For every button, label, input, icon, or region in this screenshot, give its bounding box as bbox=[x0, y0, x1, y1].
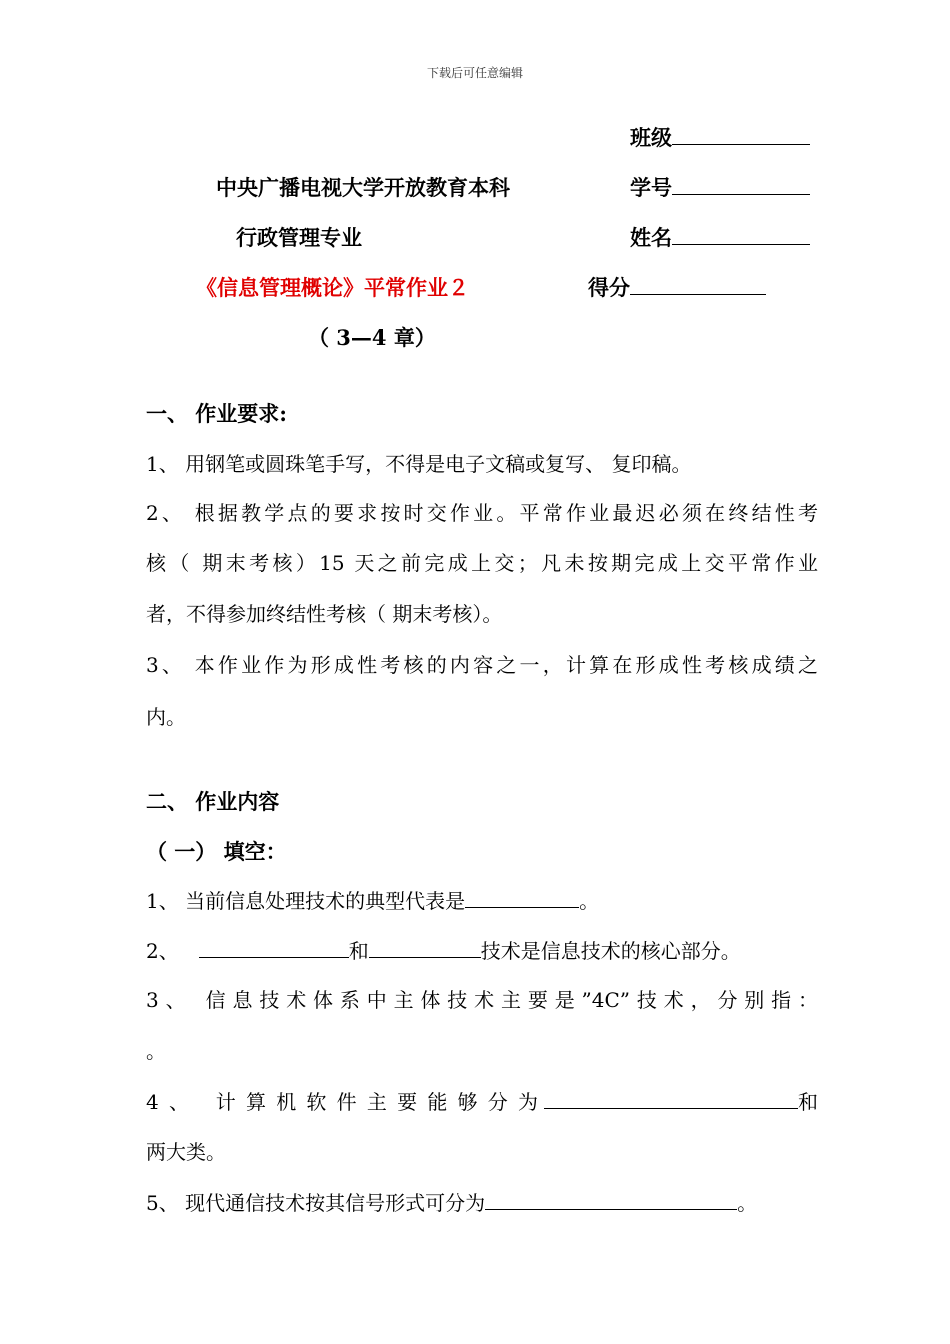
question-2-blank-1[interactable] bbox=[199, 937, 349, 958]
question-2-number: 2、 bbox=[146, 939, 179, 963]
requirement-item-3-line-1: 3、 本作业作为形成性考核的内容之一，计算在形成性考核成绩之 bbox=[146, 653, 818, 677]
question-4-line-1 bbox=[146, 1088, 818, 1115]
class-blank[interactable] bbox=[672, 124, 810, 145]
major-title: 行政管理专业 bbox=[236, 225, 362, 250]
question-2-mid: 和 bbox=[348, 939, 369, 963]
name-field bbox=[630, 222, 810, 252]
question-2 bbox=[146, 937, 741, 964]
requirement-item-2-line-1: 2、 根据教学点的要求按时交作业。平常作业最迟必须在终结性考 bbox=[146, 501, 818, 525]
question-4-blank[interactable] bbox=[544, 1088, 798, 1109]
student-id-blank[interactable] bbox=[672, 174, 810, 195]
section2-heading: 二、 作业内容 bbox=[146, 789, 280, 814]
requirement-item-3-line-2: 内。 bbox=[146, 705, 186, 729]
fill-in-subheading: （ 一） 填空： bbox=[146, 839, 287, 864]
assignment-title: 《信息管理概论》平常作业２ bbox=[196, 275, 469, 300]
question-1-blank[interactable] bbox=[465, 887, 579, 908]
question-4-mid: 和 bbox=[798, 1090, 818, 1114]
question-5 bbox=[146, 1189, 757, 1216]
score-blank[interactable] bbox=[630, 274, 766, 295]
student-id-label: 学号 bbox=[630, 175, 672, 200]
question-2-end: 技术是信息技术的核心部分。 bbox=[480, 939, 741, 963]
university-title: 中央广播电视大学开放教育本科 bbox=[216, 175, 510, 200]
requirement-item-1: 1、 用钢笔或圆珠笔手写，不得是电子文稿或复写、 复印稿。 bbox=[146, 452, 692, 476]
chapters-subtitle: （ 3—4 章） bbox=[308, 325, 436, 350]
question-5-end: 。 bbox=[737, 1191, 758, 1215]
question-2-blank-2[interactable] bbox=[369, 937, 481, 958]
question-4-text: 4、 计算机软件主要能够分为 bbox=[146, 1090, 538, 1114]
question-5-text: 5、 现代通信技术按其信号形式可分为 bbox=[146, 1191, 486, 1215]
requirement-item-2-line-3: 者，不得参加终结性考核（ 期末考核）。 bbox=[146, 602, 503, 626]
class-label: 班级 bbox=[630, 125, 672, 150]
class-field bbox=[630, 122, 810, 152]
question-4-line-2: 两大类。 bbox=[146, 1140, 226, 1164]
question-3-line-1: 3、 信息技术体系中主体技术主要是”4C”技术，分别指： bbox=[146, 988, 818, 1012]
question-1-text: 1、 当前信息处理技术的典型代表是 bbox=[146, 889, 466, 913]
name-label: 姓名 bbox=[630, 225, 672, 250]
score-label: 得分 bbox=[588, 275, 630, 300]
watermark-text: 下载后可任意编辑 bbox=[426, 66, 523, 80]
question-5-blank[interactable] bbox=[485, 1189, 737, 1210]
question-3-line-2: 。 bbox=[146, 1039, 166, 1063]
question-1 bbox=[146, 887, 599, 914]
student-id-field bbox=[630, 172, 810, 202]
section1-heading: 一、 作业要求: bbox=[146, 401, 288, 426]
score-field bbox=[588, 272, 766, 302]
requirement-item-2-line-2: 核（ 期末考核）15 天之前完成上交；凡未按期完成上交平常作业 bbox=[146, 551, 818, 575]
name-blank[interactable] bbox=[672, 224, 810, 245]
question-1-end: 。 bbox=[579, 889, 600, 913]
